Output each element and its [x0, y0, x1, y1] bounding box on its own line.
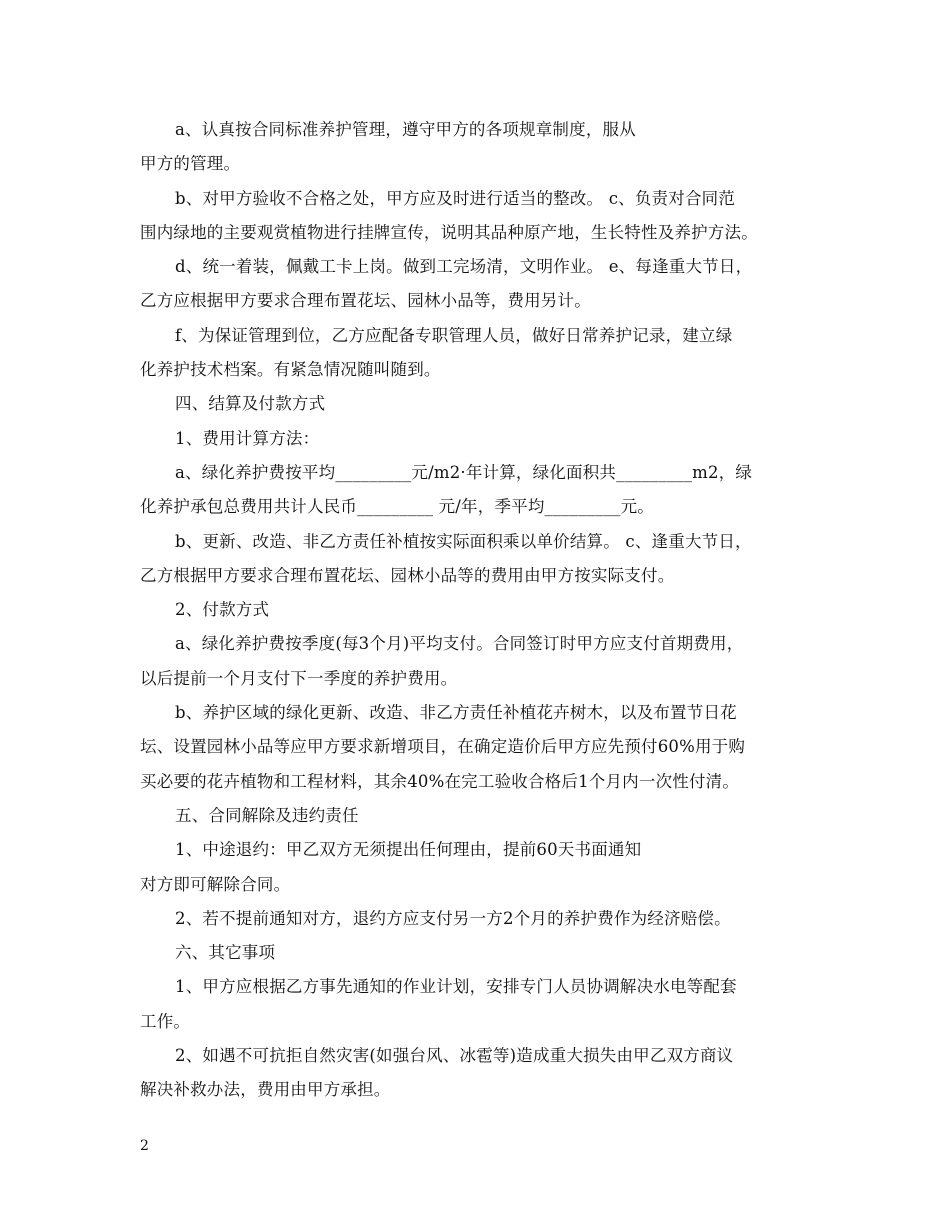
text-line: 坛、设置园林小品等应甲方要求新增项目，在确定造价后甲方应先预付60%用于购	[140, 737, 746, 757]
subsection-heading: 2、付款方式	[175, 600, 270, 620]
text-line: 围内绿地的主要观赏植物进行挂牌宣传，说明其品种原产地，生长特性及养护方法。	[140, 222, 758, 242]
text-line: 工作。	[140, 1011, 191, 1031]
text-line: a、绿化养护费按平均_________元/m2·年计算，绿化面积共_________m2，绿	[175, 462, 753, 482]
document-body	[140, 113, 820, 1108]
text-line: a、绿化养护费按季度(每3个月)平均支付。合同签订时甲方应支付首期费用，	[175, 634, 744, 654]
text-line: b、对甲方验收不合格之处，甲方应及时进行适当的整改。 c、负责对合同范	[175, 188, 736, 208]
text-line: 解决补救办法，费用由甲方承担。	[140, 1080, 391, 1100]
text-line: b、养护区域的绿化更新、改造、非乙方责任补植花卉树木，以及布置节日花	[175, 703, 737, 723]
text-line: 1、中途退约：甲乙双方无须提出任何理由，提前60天书面通知	[175, 840, 642, 860]
text-line: 2、若不提前通知对方，退约方应支付另一方2个月的养护费作为经济赔偿。	[175, 908, 731, 928]
text-line: 乙方应根据甲方要求合理布置花坛、园林小品等，费用另计。	[140, 291, 591, 311]
text-line: 乙方根据甲方要求合理布置花坛、园林小品等的费用由甲方按实际支付。	[140, 565, 675, 585]
section-heading: 四、结算及付款方式	[175, 394, 326, 414]
text-line: 1、甲方应根据乙方事先通知的作业计划，安排专门人员协调解决水电等配套	[175, 977, 737, 997]
text-line: b、更新、改造、非乙方责任补植按实际面积乘以单价结算。 c、逢重大节日，	[175, 531, 752, 551]
text-line: 买必要的花卉植物和工程材料，其余40%在完工验收合格后1个月内一次性付清。	[140, 771, 740, 791]
text-line: 甲方的管理。	[140, 154, 241, 174]
text-line: 化养护技术档案。有紧急情况随叫随到。	[140, 360, 441, 380]
section-heading: 五、合同解除及违约责任	[175, 805, 359, 825]
page-number: 2	[140, 1138, 149, 1154]
text-line: f、为保证管理到位，乙方应配备专职管理人员，做好日常养护记录，建立绿	[175, 325, 733, 345]
text-line: a、认真按合同标准养护管理，遵守甲方的各项规章制度，服从	[175, 120, 636, 139]
text-line: 以后提前一个月支付下一季度的养护费用。	[140, 668, 458, 688]
subsection-heading: 1、费用计算方法：	[175, 428, 320, 448]
text-line: d、统一着装，佩戴工卡上岗。做到工完场清，文明作业。 e、每逢重大节日，	[175, 257, 753, 277]
text-line: 化养护承包总费用共计人民币_________ 元/年，季平均_________元。	[140, 497, 655, 517]
text-line: 2、如遇不可抗拒自然灾害(如强台风、冰雹等)造成重大损失由甲乙双方商议	[175, 1046, 734, 1066]
section-heading: 六、其它事项	[175, 943, 276, 963]
text-line: 对方即可解除合同。	[140, 874, 291, 894]
